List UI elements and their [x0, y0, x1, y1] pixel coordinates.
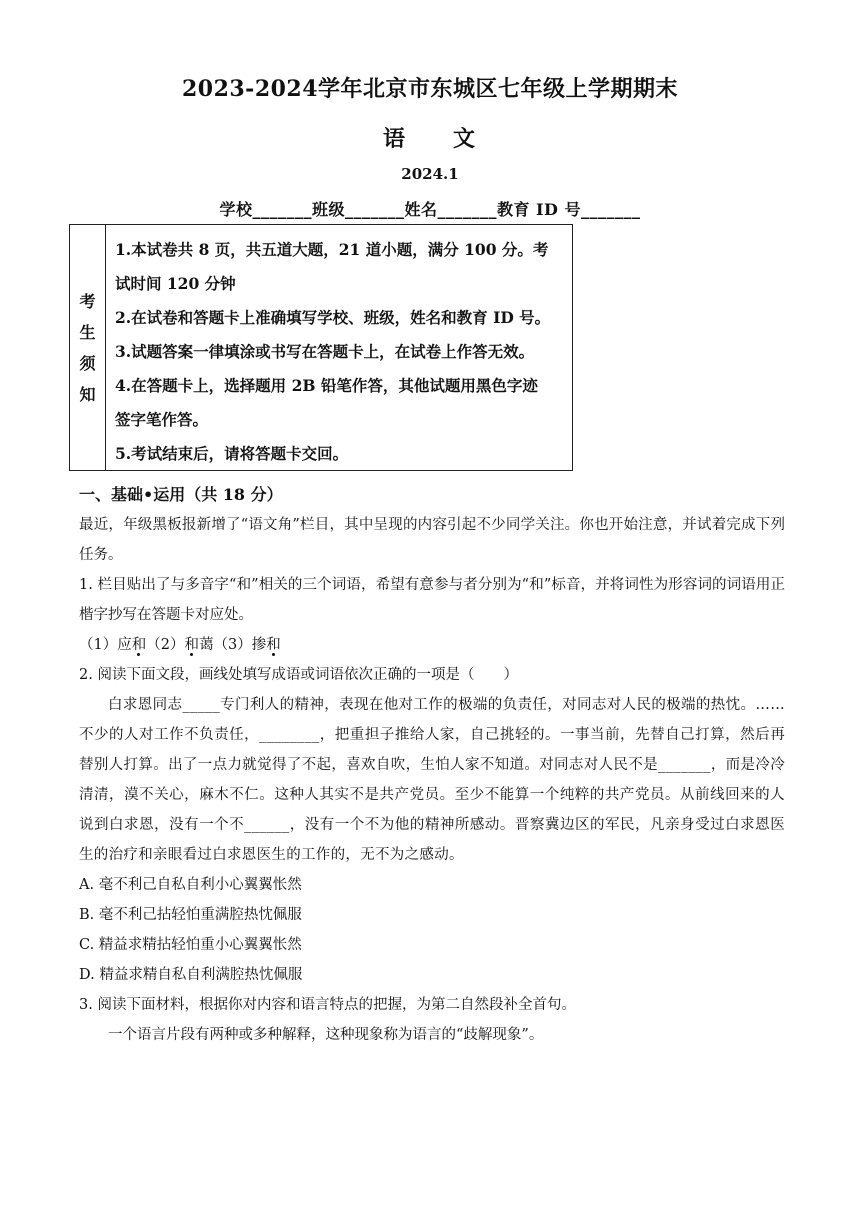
- subject-char-1: 语: [382, 126, 407, 152]
- section-intro: 最近，年级黑板报新增了“语文角”栏目，其中呈现的内容引起不少同学关注。你也开始注意，并试着完成下列任务。: [79, 517, 785, 563]
- notice-item: 1.本试卷共 8 页，共五道大题，21 道小题，满分 100 分。考: [115, 240, 549, 259]
- q1-option-3-text: （3）掺: [213, 637, 267, 653]
- notice-item: 试时间 120 分钟: [115, 274, 236, 293]
- question-2-passage: 白求恩同志_____专门利人的精神，表现在他对工作的极端的负责任，对同志对人民的极端的热忱。……不少的人对工作不负责任，________，把重担子推给人家，自己挑轻的。一事当前，先替自己打算，然后再替别人打算。出了一点力就觉得了不起，喜欢自吹，生怕人家不知道。对同志对人民不是_______，而是冷冷清清，漠不关心，麻木不仁。这种人其实不是共产党员。至少不能算一个纯粹的共产党员。从前线回来的人说到白求恩，没有一个不______，没有一个不为他的精神所感动。晋察冀边区的军民，凡亲身受过白求恩医生的治疗和亲眼看过白求恩医生的工作的，无不为之感动。: [79, 697, 785, 863]
- section-body: [79, 510, 785, 1050]
- question-1-stem: 1. 栏目贴出了与多音字“和”相关的三个词语，希望有意参与者分别为“和”标音，并将词性为形容词的词语用正楷字抄写在答题卡对应处。: [79, 577, 785, 623]
- q1-option-2-tail: 蔼: [198, 637, 214, 653]
- question-2-option-c: C. 精益求精拈轻怕重小心翼翼怅然: [79, 937, 302, 953]
- notice-label: [70, 225, 106, 470]
- notice-label-char: 须: [79, 353, 96, 373]
- section-heading: 一、基础•运用（共 18 分）: [79, 485, 283, 504]
- notice-label-char: 考: [79, 291, 96, 311]
- notice-item: 签字笔作答。: [115, 410, 209, 429]
- exam-date: 2024.1: [401, 165, 459, 183]
- question-1-options: [79, 630, 785, 660]
- notice-item: 4.在答题卡上，选择题用 2B 铅笔作答，其他试题用黑色字迹: [115, 376, 538, 395]
- student-info-line: 学校_______班级_______姓名_______教育 ID 号_______: [219, 200, 641, 219]
- emphasis-char: 和: [184, 637, 199, 653]
- q1-option-2-text: （2）: [146, 637, 185, 653]
- subject-char-2: 文: [453, 126, 478, 152]
- question-3-passage: 一个语言片段有两种或多种解释，这种现象称为语言的“歧解现象”。: [108, 1027, 544, 1043]
- question-2-option-d: D. 精益求精自私自利满腔热忱佩服: [79, 967, 303, 983]
- notice-item: 5.考试结束后，请将答题卡交回。: [115, 444, 349, 463]
- emphasis-char: 和: [266, 637, 281, 653]
- exam-title: 2023-2024学年北京市东城区七年级上学期期末: [181, 76, 679, 102]
- notice-label-char: 生: [79, 322, 96, 342]
- notice-item: 2.在试卷和答题卡上准确填写学校、班级，姓名和教育 ID 号。: [115, 308, 551, 327]
- q1-option-1-text: （1）应: [79, 637, 132, 653]
- question-2-option-b: B. 毫不利己拈轻怕重满腔热忱佩服: [79, 907, 302, 923]
- notice-item: 3.试题答案一律填涂或书写在答题卡上，在试卷上作答无效。: [115, 342, 535, 361]
- exam-notice-box: [69, 224, 573, 471]
- subject-title: [0, 122, 860, 153]
- question-2-option-a: A. 毫不利己自私自利小心翼翼怅然: [79, 877, 302, 893]
- emphasis-char: 和: [131, 637, 147, 653]
- question-3-stem: 3. 阅读下面材料，根据你对内容和语言特点的把握，为第二自然段补全首句。: [79, 997, 576, 1013]
- question-2-stem: 2. 阅读下面文段，画线处填写成语或词语依次正确的一项是（ ）: [79, 667, 518, 683]
- notice-items: [106, 225, 572, 470]
- notice-label-char: 知: [79, 384, 96, 404]
